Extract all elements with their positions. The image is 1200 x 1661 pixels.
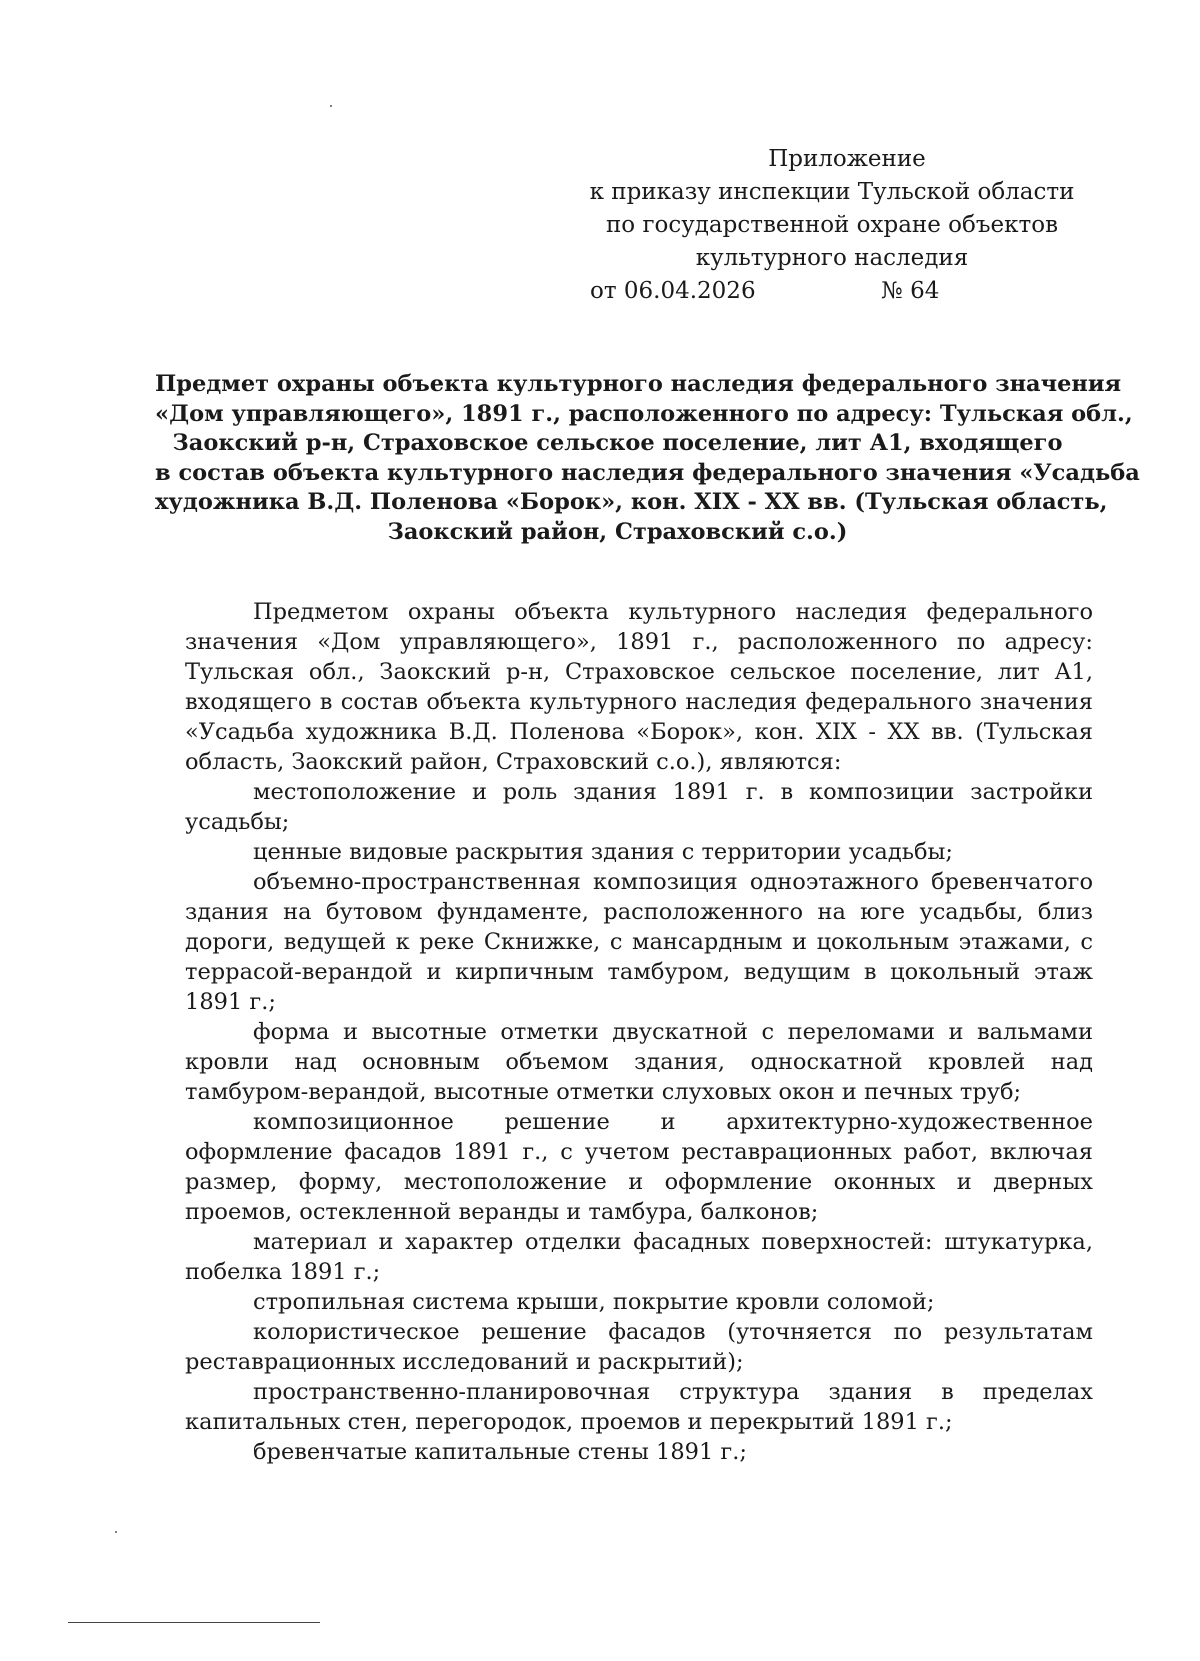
scan-speck	[330, 105, 332, 107]
list-item: композиционное решение и архитектурно-художественное оформление фасадов 1891 г., с учетом реставрационных работ, включая размер, форму, местоположение и оформление оконных и дверных проемов, остекленной веранды и тамбура, балконов;	[185, 1109, 1093, 1225]
order-number: № 64	[881, 278, 940, 304]
appendix-date-number	[572, 275, 1092, 308]
list-item: колористическое решение фасадов (уточняется по результатам реставрационных исследований и раскрытий);	[185, 1319, 1093, 1375]
list-item: форма и высотные отметки двускатной с переломами и вальмами кровли над основным объемом здания, односкатной кровлей над тамбуром-верандой, высотные отметки слуховых окон и печных труб;	[185, 1019, 1093, 1105]
list-item: пространственно-планировочная структура здания в пределах капитальных стен, перегородок, проемов и перекрытий 1891 г.;	[185, 1379, 1093, 1435]
list-item: объемно-пространственная композиция одноэтажного бревенчатого здания на бутовом фундаменте, расположенного на юге усадьбы, близ дороги, ведущей к реке Скнижке, с мансардным и цокольным этажами, с террасой-верандой и кирпичным тамбуром, ведущим в цокольный этаж 1891 г.;	[185, 869, 1093, 1015]
title-line: Заокский район, Страховский с.о.)	[387, 518, 848, 545]
order-date: от 06.04.2026	[590, 278, 756, 304]
document-body	[185, 597, 1093, 1467]
appendix-authority-line: по государственной охране объектов	[605, 212, 1059, 238]
list-item: местоположение и роль здания 1891 г. в композиции застройки усадьбы;	[185, 779, 1093, 835]
list-item: ценные видовые раскрытия здания с территории усадьбы;	[253, 839, 953, 865]
document-title	[155, 370, 1140, 547]
scan-speck	[115, 1531, 117, 1533]
title-line: Предмет охраны объекта культурного наследия федерального значения	[155, 371, 1122, 397]
title-line: «Дом управляющего», 1891 г., расположенного по адресу: Тульская обл.,	[155, 400, 1133, 427]
appendix-title: Приложение	[768, 146, 926, 172]
appendix-order-line: к приказу инспекции Тульской области	[589, 179, 1075, 205]
list-item: бревенчатые капитальные стены 1891 г.;	[253, 1439, 747, 1465]
title-line: художника В.Д. Поленова «Борок», кон. XIX - XX вв. (Тульская область,	[155, 489, 1108, 515]
title-line: в состав объекта культурного наследия федерального значения «Усадьба	[155, 459, 1140, 486]
title-line: Заокский р-н, Страховское сельское поселение, лит А1, входящего	[172, 430, 1063, 456]
intro-paragraph: Предметом охраны объекта культурного наследия федерального значения «Дом управляющего», 1891 г., расположенного по адресу: Тульская обл., Заокский р-н, Страховское сельское поселение, лит А1, входящего в состав объекта культурного наследия федерального значения «Усадьба художника В.Д. Поленова «Борок», кон. XIX - XX вв. (Тульская область, Заокский район, Страховский с.о.), являются:	[185, 599, 1093, 775]
footnote-divider	[68, 1622, 320, 1623]
appendix-header	[572, 143, 1092, 308]
list-item: материал и характер отделки фасадных поверхностей: штукатурка, побелка 1891 г.;	[185, 1229, 1093, 1285]
list-item: стропильная система крыши, покрытие кровли соломой;	[253, 1289, 935, 1315]
appendix-heritage-line: культурного наследия	[695, 245, 969, 271]
